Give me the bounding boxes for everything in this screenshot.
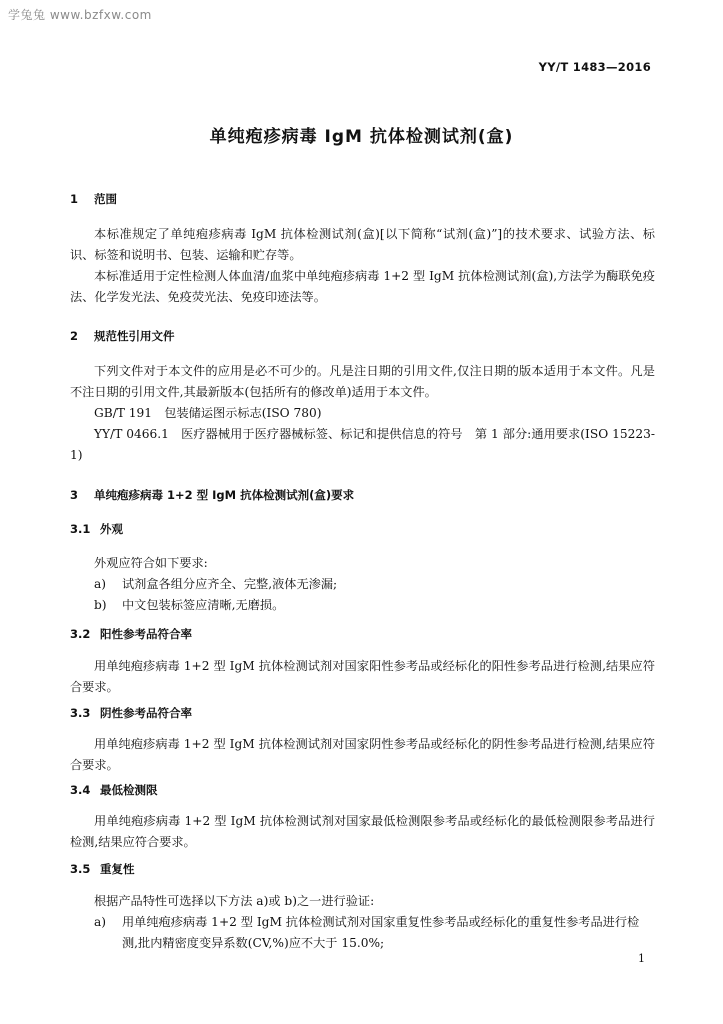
section-title: 最低检测限 bbox=[100, 783, 158, 797]
section-1-heading bbox=[70, 191, 117, 207]
list-marker: a) bbox=[94, 577, 107, 591]
paragraph: 本标准适用于定性检测人体血清/血浆中单纯疱疹病毒 1+2 型 IgM 抗体检测试剂(盒),方法学为酶联免疫法、化学发光法、免疫荧光法、免疫印迹法等。 bbox=[70, 269, 655, 304]
section-title: 外观 bbox=[100, 522, 123, 536]
section-number: 2 bbox=[70, 329, 79, 343]
paragraph: 本标准规定了单纯疱疹病毒 IgM 抗体检测试剂(盒)[以下简称“试剂(盒)”]的技术要求、试验方法、标识、标签和说明书、包装、运输和贮存等。 bbox=[70, 227, 655, 262]
section-number: 3.1 bbox=[70, 522, 91, 536]
standard-number: YY/T 1483—2016 bbox=[538, 60, 651, 74]
section-title: 重复性 bbox=[100, 862, 135, 876]
document-title: 单纯疱疹病毒 IgM 抗体检测试剂(盒) bbox=[209, 127, 514, 147]
section-number: 3.3 bbox=[70, 706, 91, 720]
section-number: 1 bbox=[70, 192, 79, 206]
list-text: 中文包装标签应清晰,无磨损。 bbox=[122, 598, 285, 612]
paragraph: 用单纯疱疹病毒 1+2 型 IgM 抗体检测试剂对国家阴性参考品或经标化的阴性参考品进行检测,结果应符合要求。 bbox=[70, 737, 655, 772]
list-marker: b) bbox=[94, 598, 107, 612]
subsection-3-4-heading bbox=[70, 782, 158, 798]
section-number: 3 bbox=[70, 488, 79, 502]
section-2-heading bbox=[70, 328, 175, 344]
reference-item: YY/T 0466.1 医疗器械用于医疗器械标签、标记和提供信息的符号 第 1 部分:通用要求(ISO 15223-1) bbox=[70, 427, 655, 462]
section-title: 单纯疱疹病毒 1+2 型 IgM 抗体检测试剂(盒)要求 bbox=[94, 488, 355, 502]
list-marker: a) bbox=[94, 915, 107, 929]
section-3-heading bbox=[70, 487, 354, 503]
reference-item: GB/T 191 包装储运图示标志(ISO 780) bbox=[94, 406, 322, 420]
list-item bbox=[70, 912, 655, 954]
paragraph: 外观应符合如下要求: bbox=[94, 556, 208, 570]
section-number: 3.5 bbox=[70, 862, 91, 876]
section-title: 阴性参考品符合率 bbox=[100, 706, 192, 720]
section-title: 阳性参考品符合率 bbox=[100, 627, 192, 641]
watermark: 学兔兔 www.bzfxw.com bbox=[8, 8, 152, 22]
subsection-3-5-heading bbox=[70, 861, 135, 877]
page-number: 1 bbox=[638, 952, 645, 965]
paragraph: 根据产品特性可选择以下方法 a)或 b)之一进行验证: bbox=[94, 894, 375, 908]
subsection-3-2-heading bbox=[70, 626, 192, 642]
subsection-3-3-heading bbox=[70, 705, 192, 721]
section-title: 范围 bbox=[94, 192, 117, 206]
section-number: 3.2 bbox=[70, 627, 91, 641]
subsection-3-1-heading bbox=[70, 521, 123, 537]
section-number: 3.4 bbox=[70, 783, 91, 797]
list-text: 用单纯疱疹病毒 1+2 型 IgM 抗体检测试剂对国家重复性参考品或经标化的重复性参考品进行检测,批内精密度变异系数(CV,%)应不大于 15.0%; bbox=[122, 915, 640, 950]
section-title: 规范性引用文件 bbox=[94, 329, 175, 343]
paragraph: 用单纯疱疹病毒 1+2 型 IgM 抗体检测试剂对国家最低检测限参考品或经标化的最低检测限参考品进行检测,结果应符合要求。 bbox=[70, 814, 655, 849]
paragraph: 用单纯疱疹病毒 1+2 型 IgM 抗体检测试剂对国家阳性参考品或经标化的阳性参考品进行检测,结果应符合要求。 bbox=[70, 659, 655, 694]
list-item bbox=[70, 574, 655, 595]
paragraph: 下列文件对于本文件的应用是必不可少的。凡是注日期的引用文件,仅注日期的版本适用于本文件。凡是不注日期的引用文件,其最新版本(包括所有的修改单)适用于本文件。 bbox=[70, 364, 655, 399]
list-item bbox=[70, 595, 655, 616]
list-text: 试剂盒各组分应齐全、完整,液体无渗漏; bbox=[122, 577, 338, 591]
